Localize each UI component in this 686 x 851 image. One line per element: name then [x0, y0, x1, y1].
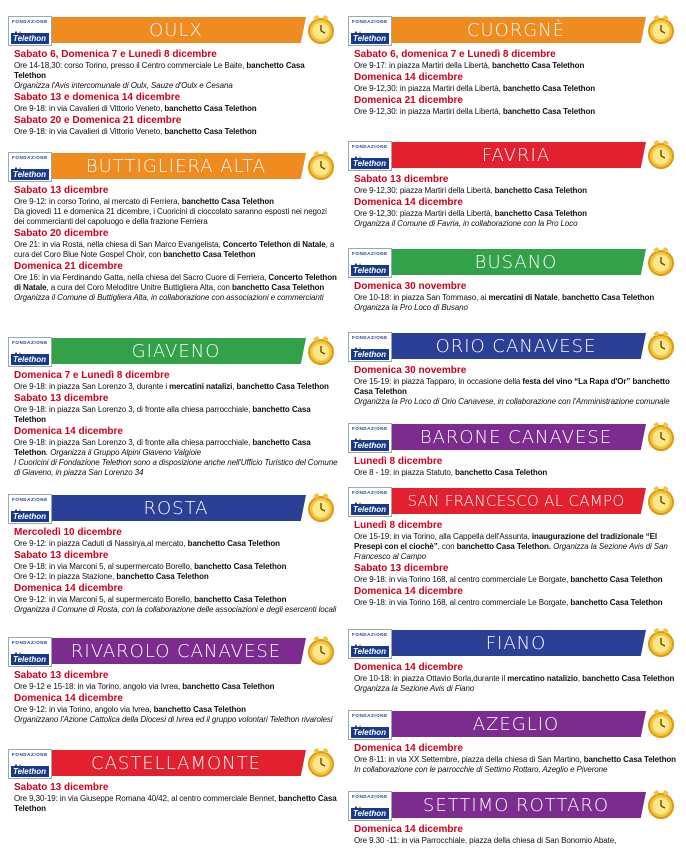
event-date: Domenica 14 dicembre — [354, 662, 463, 673]
event-details-cont: , con — [437, 542, 457, 551]
telethon-logo — [8, 494, 52, 524]
section-oulx — [8, 16, 338, 137]
event-details: Ore 9-18: in via Torino 168, al centro commerciale Le Borgate, — [354, 575, 571, 584]
event-line — [354, 377, 678, 397]
event-details-cont: , — [577, 674, 583, 683]
event-highlight: mercatini natalizi — [169, 382, 233, 391]
event-highlight-2: banchetto Casa Telethon — [163, 250, 256, 259]
logo-telethon-text: Telethon — [351, 33, 389, 44]
event-details: Ore 9-12: in via Marconi 5, al supermercato Borello, — [14, 595, 195, 604]
event-line — [14, 438, 338, 458]
event-highlight: banchetto Casa Telethon — [492, 61, 585, 70]
clock-icon — [646, 139, 676, 171]
event-line — [14, 240, 338, 260]
event-details: Da giovedì 11 e domenica 21 dicembre, i Cuoricini di cioccolato saranno esposti nei negozi dei commercianti del capoluogo e della frazione Ferriera — [14, 207, 327, 226]
section-header — [348, 487, 678, 517]
event-line — [354, 598, 678, 608]
section-header — [348, 423, 678, 453]
telethon-logo — [8, 749, 52, 779]
section-title: CASTELLAMONTE — [91, 753, 261, 774]
logo-fondazione-text: FONDAZIONE — [352, 19, 388, 24]
event-line — [14, 572, 338, 582]
clock-icon — [306, 335, 336, 367]
event-details-cont: , a cura del Coro Blue Note Gospel Choir, con — [14, 240, 335, 259]
event-details: Ore 9-12: in via Torino, angolo via Ivrea, — [14, 705, 154, 714]
organizer-note: In collaborazione con le parrocchie di Settimo Rottaro, Azeglio e Piverone — [354, 765, 608, 774]
section-body — [8, 46, 338, 137]
event-highlight: banchetto Casa Telethon — [502, 84, 596, 93]
clock-icon — [306, 150, 336, 182]
logo-fondazione-text: FONDAZIONE — [352, 144, 388, 149]
telethon-logo — [8, 152, 52, 182]
logo-fondazione-text: FONDAZIONE — [12, 640, 48, 645]
section-title: OULX — [149, 20, 203, 41]
event-details: Ore 10-18: in piazza Ottavio Borla,durante il — [354, 674, 508, 683]
event-date: Domenica 30 novembre — [354, 281, 467, 292]
section-fiano — [348, 629, 678, 694]
clock-icon — [646, 421, 676, 453]
event-highlight-2: banchetto Casa Telethon — [582, 674, 675, 683]
telethon-logo — [348, 629, 392, 659]
event-highlight: banchetto Casa Telethon — [454, 468, 548, 477]
clock-icon — [646, 246, 676, 278]
logo-telethon-text: Telethon — [351, 727, 389, 738]
event-details: Ore 21: in via Rosta, nella chiesa di San Marco Evangelista, — [14, 240, 223, 249]
section-body — [348, 453, 678, 478]
event-highlight: banchetto Casa Telethon — [494, 186, 587, 195]
event-details: Ore 9-12,30: in piazza Martiri della Libertà, — [354, 107, 503, 116]
organizer-note: Organizza il Comune di Favria, in collaborazione con la Pro Loco — [354, 219, 578, 228]
telethon-logo — [348, 141, 392, 171]
telethon-logo — [348, 423, 392, 453]
logo-fondazione-text: FONDAZIONE — [352, 794, 388, 799]
event-line — [354, 293, 678, 303]
section-cuorgn — [348, 16, 678, 117]
logo-telethon-text: Telethon — [11, 169, 49, 180]
telethon-logo — [8, 637, 52, 667]
section-header — [348, 16, 678, 46]
section-header — [8, 337, 338, 367]
event-line — [354, 84, 678, 94]
section-body — [348, 362, 678, 407]
event-date: Domenica 14 dicembre — [354, 824, 463, 835]
event-line — [354, 674, 678, 684]
telethon-logo — [8, 337, 52, 367]
event-highlight: banchetto Casa Telethon — [181, 197, 274, 206]
event-date: Mercoledì 10 dicembre — [14, 527, 122, 538]
event-details: Ore 14-18,30: corso Torino, presso il Centro commerciale Le Baite, — [14, 61, 247, 70]
organizer-note: Organizza il Comune di Rosta, con la collaborazione delle associazioni e degli esercenti locali — [14, 605, 337, 614]
logo-fondazione-text: FONDAZIONE — [12, 340, 48, 345]
event-date: Sabato 13 e domenica 14 dicembre — [14, 92, 181, 103]
event-date: Lunedì 8 dicembre — [354, 456, 443, 467]
section-body — [8, 182, 338, 303]
section-title: CUORGNÈ — [466, 20, 566, 41]
event-details-cont: , — [232, 382, 237, 391]
event-line — [14, 705, 338, 715]
section-title: ORIO CANAVESE — [435, 336, 597, 357]
event-highlight: banchetto Casa Telethon — [194, 562, 287, 571]
logo-telethon-text: Telethon — [351, 504, 389, 515]
logo-telethon-text: Telethon — [351, 440, 389, 451]
event-line — [354, 755, 678, 765]
clock-icon — [306, 635, 336, 667]
event-highlight: banchetto Casa Telethon — [187, 539, 280, 548]
event-highlight: banchetto Casa Telethon — [14, 405, 311, 424]
section-favria — [348, 141, 678, 229]
event-highlight: banchetto Casa Telethon — [570, 575, 663, 584]
event-line — [354, 209, 678, 219]
event-highlight-2: banchetto Casa Telethon — [236, 382, 329, 391]
section-body — [348, 821, 678, 846]
event-line — [14, 273, 338, 293]
section-header — [348, 332, 678, 362]
event-highlight: banchetto Casa Telethon — [14, 61, 305, 80]
event-line — [14, 207, 338, 227]
telethon-logo — [348, 248, 392, 278]
section-rosta — [8, 494, 338, 615]
logo-telethon-text: Telethon — [351, 349, 389, 360]
event-highlight: inaugurazione del tradizionale “El Presepi con el ciochè” — [354, 532, 657, 551]
section-title: SETTIMO ROTTARO — [422, 795, 610, 816]
event-details: Ore 9-18: in via Cavalieri di Vittorio Veneto, — [14, 104, 165, 113]
section-title: GIAVENO — [131, 341, 221, 362]
organizer-note: Organizza la Pro Loco di Orio Canavese, in collaborazione con l'Amministrazione comunale — [354, 397, 670, 406]
telethon-logo — [8, 16, 52, 46]
section-body — [348, 517, 678, 608]
organizer-note: Organizza la Sezione Avis di Fiano — [354, 684, 475, 693]
event-details: Ore 10-18: in piazza San Tommaso, ai — [354, 293, 489, 302]
logo-fondazione-text: FONDAZIONE — [12, 497, 48, 502]
event-date: Sabato 13 dicembre — [354, 563, 449, 574]
organizer-note: Organizza l'Avis intercomunale di Oulx, Sauze d'Oulx e Cesana — [14, 81, 233, 90]
event-date: Sabato 13 dicembre — [14, 782, 109, 793]
telethon-logo — [348, 332, 392, 362]
section-orio-canavese — [348, 332, 678, 407]
section-header — [348, 710, 678, 740]
event-details: Ore 8 - 19: in piazza Statuto, — [354, 468, 455, 477]
event-details: Ore 9-12,30: piazza Martiri della Libertà, — [354, 186, 495, 195]
logo-telethon-text: Telethon — [11, 33, 49, 44]
event-details: Ore 9-18: in piazza San Lorenzo 3, di fronte alla chiesa parrocchiale, — [14, 405, 253, 414]
event-details: Ore 9-18: in piazza San Lorenzo 3, durante i — [14, 382, 170, 391]
section-body — [8, 779, 338, 814]
clock-icon — [646, 627, 676, 659]
section-header — [348, 791, 678, 821]
telethon-logo — [348, 16, 392, 46]
section-rivarolo-canavese — [8, 637, 338, 725]
section-giaveno — [8, 337, 338, 478]
event-line — [14, 682, 338, 692]
section-title: BARONE CANAVESE — [419, 427, 613, 448]
event-date: Sabato 13 dicembre — [14, 550, 109, 561]
section-header — [8, 494, 338, 524]
event-highlight: banchetto Casa Telethon — [164, 104, 257, 113]
event-details-cont: , — [557, 293, 562, 302]
section-body — [8, 524, 338, 615]
event-details: Ore 16: in via Ferdinando Gatta, nella chiesa del Sacro Cuore di Ferriera, — [14, 273, 269, 282]
section-header — [8, 16, 338, 46]
event-highlight: banchetto Casa Telethon — [116, 572, 209, 581]
organizer-note: Organizza la Pro Loco di Busano — [354, 303, 468, 312]
event-highlight: banchetto Casa Telethon — [570, 598, 663, 607]
event-details: Ore 15-19: in via Torino, alla Cappella dell'Assunta, — [354, 532, 532, 541]
event-highlight: banchetto Casa Telethon — [14, 438, 311, 457]
event-line — [354, 468, 678, 478]
event-date: Domenica 7 e Lunedì 8 dicembre — [14, 370, 170, 381]
event-date: Domenica 14 dicembre — [14, 426, 123, 437]
section-body — [348, 171, 678, 229]
event-highlight: banchetto Casa Telethon — [153, 705, 246, 714]
event-details: Ore 15-19: in piazza Tapparo, in occasione della — [354, 377, 523, 386]
event-date: Domenica 14 dicembre — [14, 693, 123, 704]
event-date: Sabato 13 dicembre — [14, 670, 109, 681]
clock-icon — [646, 789, 676, 821]
section-body — [348, 740, 678, 775]
event-date: Domenica 14 dicembre — [354, 197, 463, 208]
event-line — [14, 539, 338, 549]
event-highlight: banchetto Casa Telethon — [182, 682, 275, 691]
logo-telethon-text: Telethon — [351, 265, 389, 276]
event-details: Ore 9-17: in piazza Martiri della Libertà, — [354, 61, 492, 70]
event-highlight: mercatino natalizio — [507, 674, 578, 683]
event-line — [14, 794, 338, 814]
logo-fondazione-text: FONDAZIONE — [352, 251, 388, 256]
event-date: Sabato 20 dicembre — [14, 228, 109, 239]
event-highlight: mercatini di Natale — [488, 293, 558, 302]
event-details-cont: , a cura del Coro Melodìtre Unitre Buttigliera Alta, con — [46, 283, 232, 292]
clock-icon — [646, 708, 676, 740]
section-title: FIANO — [485, 633, 547, 654]
event-line — [14, 562, 338, 572]
section-title: BUSANO — [474, 252, 558, 273]
section-title: BUTTIGLIERA ALTA — [85, 156, 267, 177]
event-line — [354, 107, 678, 117]
logo-fondazione-text: FONDAZIONE — [352, 426, 388, 431]
event-date: Sabato 6, domenica 7 e Lunedì 8 dicembre — [354, 49, 556, 60]
logo-telethon-text: Telethon — [11, 654, 49, 665]
section-header — [348, 248, 678, 278]
event-highlight-2: banchetto Casa Telethon — [561, 293, 655, 302]
event-date: Lunedì 8 dicembre — [354, 520, 443, 531]
event-date: Domenica 14 dicembre — [354, 743, 463, 754]
event-date: Sabato 13 dicembre — [14, 393, 109, 404]
event-line — [14, 595, 338, 605]
event-date: Sabato 13 dicembre — [354, 174, 449, 185]
event-date: Sabato 20 e Domenica 21 dicembre — [14, 115, 182, 126]
logo-telethon-text: Telethon — [11, 354, 49, 365]
event-date: Domenica 14 dicembre — [354, 72, 463, 83]
section-header — [348, 629, 678, 659]
event-details: Ore 9-12: in corso Torino, al mercato di Ferriera, — [14, 197, 182, 206]
clock-icon — [306, 492, 336, 524]
event-details: Ore 9-12,30: in piazza Martiri della Libertà, — [354, 84, 503, 93]
event-line — [14, 382, 338, 392]
event-date: Domenica 30 novembre — [354, 365, 467, 376]
section-barone-canavese — [348, 423, 678, 478]
clock-icon — [646, 14, 676, 46]
clock-icon — [646, 330, 676, 362]
event-highlight: Concerto Telethon di Natale — [222, 240, 326, 249]
organizer-note: Organizza il Comune di Buttigliera Alta, in collaborazione con associazioni e commercianti — [14, 293, 324, 302]
telethon-logo — [348, 791, 392, 821]
organizer-inline: . Organizza il Gruppo Alpini Giaveno Valgioie — [45, 448, 201, 457]
event-details: Ore 9-12 e 15-18: in via Torino, angolo via Ivrea, — [14, 682, 183, 691]
event-details: Ore 9-12: in piazza Stazione, — [14, 572, 117, 581]
event-details: Ore 9-12: in piazza Caduti di Nassirya,al mercato, — [14, 539, 188, 548]
logo-fondazione-text: FONDAZIONE — [12, 752, 48, 757]
section-title: ROSTA — [143, 498, 209, 519]
event-line — [14, 104, 338, 114]
section-header — [8, 152, 338, 182]
event-line — [354, 61, 678, 71]
event-highlight: banchetto Casa Telethon — [494, 209, 587, 218]
section-body — [348, 659, 678, 694]
logo-fondazione-text: FONDAZIONE — [352, 335, 388, 340]
event-date: Domenica 14 dicembre — [354, 586, 463, 597]
event-highlight-2: banchetto Casa Telethon. — [456, 542, 551, 551]
telethon-logo — [348, 710, 392, 740]
section-azeglio — [348, 710, 678, 775]
event-date: Sabato 13 dicembre — [14, 185, 109, 196]
clock-icon — [306, 747, 336, 779]
event-highlight: banchetto Casa Telethon — [14, 794, 337, 813]
event-line — [354, 836, 678, 846]
section-body — [348, 46, 678, 117]
logo-telethon-text: Telethon — [351, 158, 389, 169]
section-header — [348, 141, 678, 171]
section-body — [8, 667, 338, 725]
organizer-note: Organizzano l'Azione Cattolica della Diocesi di Ivrea ed il gruppo volontari Telethon rivarolesi — [14, 715, 333, 724]
event-details: Ore 9-18: in via Cavalieri di Vittorio Veneto, — [14, 127, 165, 136]
organizer-note: I Cuoricini di Fondazione Telethon sono a disposizione anche nell'Ufficio Turistico del Comune di Giaveno, in piazza San Lorenzo 34 — [14, 458, 338, 477]
section-buttigliera-alta — [8, 152, 338, 303]
section-body — [348, 278, 678, 313]
logo-telethon-text: Telethon — [11, 766, 49, 777]
event-highlight: Concerto Telethon di Natale — [14, 273, 337, 292]
event-line — [14, 127, 338, 137]
logo-fondazione-text: FONDAZIONE — [352, 713, 388, 718]
event-highlight-2: banchetto Casa Telethon — [231, 283, 325, 292]
event-details: Ore 9.30 -11: in via Parrocchiale, piazza della chiesa di San Bonomio Abate, — [354, 836, 617, 845]
organizer-inline: Organizza la Sezione Avis di San Francesco al Campo — [354, 542, 668, 561]
logo-fondazione-text: FONDAZIONE — [352, 490, 388, 495]
clock-icon — [646, 485, 676, 517]
event-line — [14, 405, 338, 425]
logo-telethon-text: Telethon — [11, 511, 49, 522]
telethon-logo — [348, 487, 392, 517]
event-highlight: banchetto Casa Telethon — [194, 595, 287, 604]
logo-telethon-text: Telethon — [351, 808, 389, 819]
logo-telethon-text: Telethon — [351, 646, 389, 657]
section-settimo-rottaro — [348, 791, 678, 846]
section-title: RIVAROLO CANAVESE — [70, 641, 282, 662]
event-line — [354, 575, 678, 585]
event-line — [14, 197, 338, 207]
event-details: Ore 8-11: in via XX Settembre, piazza della chiesa di San Martino, — [354, 755, 584, 764]
event-details: Ore 9,30-19: in via Giuseppe Romana 40/42, al centro commerciale Bennet, — [14, 794, 279, 803]
event-date: Domenica 14 dicembre — [14, 583, 123, 594]
event-date: Domenica 21 dicembre — [14, 261, 123, 272]
event-highlight: banchetto Casa Telethon — [164, 127, 257, 136]
event-date: Domenica 21 dicembre — [354, 95, 463, 106]
logo-fondazione-text: FONDAZIONE — [352, 632, 388, 637]
section-header — [8, 637, 338, 667]
event-details: Ore 9-18: in piazza San Lorenzo 3, di fronte alla chiesa parrocchiale, — [14, 438, 253, 447]
section-san-francesco-al-campo — [348, 487, 678, 608]
event-line — [14, 61, 338, 81]
section-title: SAN FRANCESCO AL CAMPO — [407, 492, 625, 510]
section-castellamonte — [8, 749, 338, 814]
section-title: FAVRIA — [481, 145, 551, 166]
event-highlight: festa del vino “La Rapa d'Or” banchetto Casa Telethon — [354, 377, 670, 396]
event-date: Sabato 6, Domenica 7 e Lunedì 8 dicembre — [14, 49, 217, 60]
logo-fondazione-text: FONDAZIONE — [12, 19, 48, 24]
logo-fondazione-text: FONDAZIONE — [12, 155, 48, 160]
event-line — [354, 532, 678, 562]
event-highlight: banchetto Casa Telethon — [502, 107, 596, 116]
section-title: AZEGLIO — [472, 714, 560, 735]
event-details: Ore 9-12,30: piazza Martiri della Libertà, — [354, 209, 495, 218]
event-line — [354, 186, 678, 196]
event-details: Ore 9-18: in via Torino 168, al centro commerciale Le Borgate, — [354, 598, 571, 607]
event-highlight: banchetto Casa Telethon — [583, 755, 676, 764]
event-details: Ore 9-18: in via Marconi 5, al supermercato Borello, — [14, 562, 195, 571]
section-body — [8, 367, 338, 478]
section-busano — [348, 248, 678, 313]
clock-icon — [306, 14, 336, 46]
section-header — [8, 749, 338, 779]
